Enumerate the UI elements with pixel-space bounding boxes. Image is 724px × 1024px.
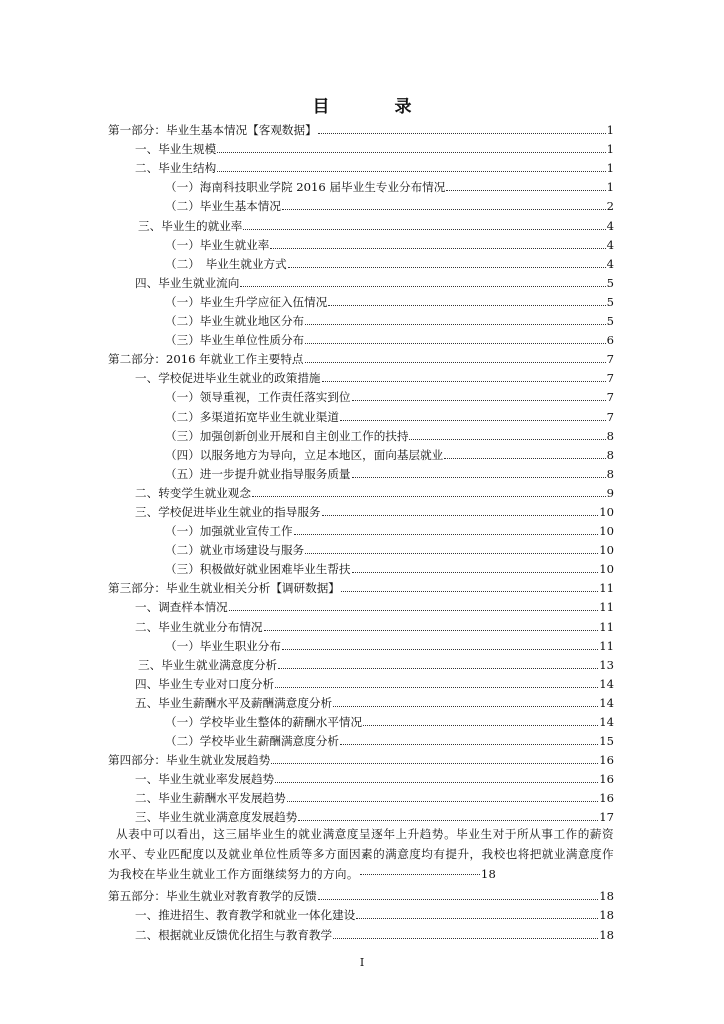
- toc-entry-page: 18: [599, 889, 614, 904]
- toc-entry-label: 一、毕业生规模: [135, 142, 217, 157]
- toc-entry[interactable]: [108, 634, 614, 653]
- toc-entry-page: 13: [599, 657, 614, 672]
- toc-entry-page: 1: [606, 123, 614, 138]
- toc-entry-label: 第五部分：毕业生就业对教育教学的反馈: [108, 889, 317, 904]
- toc-entry-label: 一、学校促进毕业生就业的政策措施: [135, 371, 321, 386]
- toc-entry-page: 7: [606, 371, 614, 386]
- toc-dot-leader: [270, 248, 605, 249]
- toc-dot-leader: [243, 229, 605, 230]
- toc-dot-leader: [446, 190, 605, 191]
- toc-entry[interactable]: [108, 576, 614, 595]
- toc-entry[interactable]: [108, 614, 614, 633]
- toc-entry-label: （一）加强就业宣传工作: [165, 524, 293, 539]
- toc-entry[interactable]: [108, 271, 614, 290]
- toc-dot-leader: [333, 938, 598, 939]
- toc-entry-label: 一、调查样本情况: [135, 600, 228, 615]
- toc-entry-label: （四）以服务地方为导向，立足本地区，面向基层就业: [165, 447, 444, 462]
- toc-dot-leader: [282, 649, 598, 650]
- toc-entry-label: 四、毕业生就业流向: [135, 275, 240, 290]
- toc-entry-page: 16: [599, 753, 614, 768]
- toc-dot-leader: [318, 133, 606, 134]
- toc-entry-label: 第四部分：毕业生就业发展趋势: [108, 753, 271, 768]
- toc-entry-page: 11: [599, 600, 614, 615]
- toc-entry-page: 5: [606, 314, 614, 329]
- toc-dot-leader: [409, 439, 605, 440]
- toc-entry-page: 8: [606, 428, 614, 443]
- toc-entry-label: 三、毕业生就业满意度发展趋势: [135, 810, 298, 825]
- toc-entry-label: （五）进一步提升就业指导服务质量: [165, 466, 351, 481]
- table-of-contents: [108, 118, 614, 942]
- toc-entry-page: 10: [599, 504, 614, 519]
- toc-dot-leader: [275, 782, 598, 783]
- page-number: I: [359, 956, 365, 969]
- toc-dot-leader: [352, 477, 606, 478]
- toc-entries: [108, 118, 614, 824]
- toc-entry[interactable]: [108, 233, 614, 252]
- toc-entry-page: 9: [606, 485, 614, 500]
- toc-entry-label: （一）毕业生升学应征入伍情况: [165, 294, 328, 309]
- toc-entry[interactable]: [108, 903, 614, 922]
- toc-dot-leader: [363, 725, 598, 726]
- toc-entry-label: 一、毕业生就业率发展趋势: [135, 772, 275, 787]
- toc-entry-page: 4: [606, 218, 614, 233]
- toc-dot-leader: [275, 687, 598, 688]
- toc-entry[interactable]: [108, 884, 614, 903]
- toc-entry-label: （三）毕业生单位性质分布: [165, 333, 305, 348]
- toc-entry-page: 10: [599, 524, 614, 539]
- toc-entry[interactable]: [108, 118, 614, 137]
- toc-entry[interactable]: [108, 786, 614, 805]
- toc-entry-page: 10: [599, 543, 614, 558]
- toc-entry-page: 1: [606, 142, 614, 157]
- toc-dot-leader: [288, 267, 606, 268]
- toc-entry[interactable]: [108, 252, 614, 271]
- toc-entry-label: （二）毕业生就业地区分布: [165, 314, 305, 329]
- toc-dot-leader: [229, 610, 598, 611]
- toc-dot-leader: [352, 400, 606, 401]
- toc-entry-label: （二）毕业生基本情况: [165, 199, 281, 214]
- toc-entry[interactable]: [108, 424, 614, 443]
- toc-entry-label: 第一部分：毕业生基本情况【客观数据】: [108, 123, 317, 138]
- toc-entry-page: 18: [599, 908, 614, 923]
- toc-entry[interactable]: [108, 347, 614, 366]
- toc-entry-page: 8: [606, 466, 614, 481]
- toc-entry[interactable]: [108, 500, 614, 519]
- toc-dot-leader: [264, 630, 599, 631]
- toc-entry-page: 7: [606, 409, 614, 424]
- toc-entry-label: （一）学校毕业生整体的薪酬水平情况: [165, 715, 363, 729]
- toc-dot-leader: [328, 305, 605, 306]
- toc-dot-leader: [352, 572, 599, 573]
- toc-entry[interactable]: [108, 462, 614, 481]
- toc-entry[interactable]: [108, 729, 614, 748]
- toc-dot-leader: [340, 744, 598, 745]
- toc-entry-label: 第三部分：毕业生就业相关分析【调研数据】: [108, 581, 340, 596]
- toc-entry[interactable]: [108, 748, 614, 767]
- toc-paragraph-entry[interactable]: [108, 825, 614, 884]
- toc-entry-page: 17: [599, 810, 614, 825]
- toc-entry-page: 6: [606, 333, 614, 348]
- toc-entry-page: 16: [599, 772, 614, 787]
- toc-entry-page: 14: [599, 695, 614, 710]
- toc-dot-leader: [322, 515, 599, 516]
- toc-entry-label: （二） 毕业生就业方式: [165, 256, 287, 271]
- toc-dot-leader: [305, 362, 606, 363]
- toc-entry[interactable]: [108, 557, 614, 576]
- toc-dot-leader: [287, 801, 599, 802]
- toc-entry-page: 11: [599, 581, 614, 596]
- toc-entry[interactable]: [108, 710, 614, 729]
- toc-entry-label: 三、毕业生的就业率: [138, 218, 243, 233]
- toc-entry[interactable]: [108, 653, 614, 672]
- toc-dot-leader: [278, 668, 598, 669]
- toc-entry[interactable]: [108, 767, 614, 786]
- toc-entry-page: 5: [606, 275, 614, 290]
- toc-entry-page: 14: [599, 715, 614, 729]
- toc-entry-label: （三）加强创新创业开展和自主创业工作的扶持: [165, 428, 409, 443]
- toc-dot-leader: [217, 171, 605, 172]
- toc-entry-page: 11: [599, 638, 614, 653]
- toc-dot-leader: [444, 458, 605, 459]
- toc-entry[interactable]: [108, 481, 614, 500]
- toc-entry-label: 二、转变学生就业观念: [135, 485, 251, 500]
- toc-dot-leader: [282, 209, 606, 210]
- toc-entry-page: 4: [606, 237, 614, 252]
- toc-entry[interactable]: [108, 194, 614, 213]
- toc-entry-label: （二）学校毕业生薪酬满意度分析: [165, 734, 339, 749]
- toc-entry[interactable]: [108, 366, 614, 385]
- toc-dot-leader: [252, 496, 606, 497]
- toc-entry-label: 四、毕业生专业对口度分析: [135, 676, 275, 691]
- toc-paragraph-text: 从表中可以看出，这三届毕业生的就业满意度呈逐年上升趋势。毕业生对于所从事工作的薪资水平、专业匹配度以及就业单位性质等多方面因素的满意度均有提升，我校也将把就业满意度作为我校在毕业生就业工作方面继续努力的方向。: [108, 827, 614, 881]
- toc-entry-page: 11: [599, 619, 614, 634]
- toc-dot-leader: [356, 918, 598, 919]
- toc-entry-label: （二）多渠道拓宽毕业生就业渠道: [165, 409, 339, 424]
- toc-entry-label: 二、根据就业反馈优化招生与教育教学: [135, 927, 333, 942]
- toc-entry-label: 二、毕业生就业分布情况: [135, 619, 263, 634]
- toc-entry-label: 三、学校促进毕业生就业的指导服务: [135, 504, 321, 519]
- toc-entry-label: 三、毕业生就业满意度分析: [138, 657, 278, 672]
- toc-dot-leader: [360, 874, 480, 875]
- toc-entry[interactable]: [108, 404, 614, 423]
- toc-entry-page: 1: [606, 161, 614, 176]
- toc-dot-leader: [305, 553, 598, 554]
- toc-entry[interactable]: [108, 595, 614, 614]
- toc-entry-page: 7: [606, 352, 614, 367]
- toc-entries-after: [108, 884, 614, 941]
- toc-entry-page: 14: [599, 676, 614, 691]
- toc-dot-leader: [271, 763, 598, 764]
- toc-dot-leader: [333, 706, 598, 707]
- toc-entry-page: 1: [606, 180, 614, 195]
- toc-entry[interactable]: [108, 137, 614, 156]
- toc-dot-leader: [217, 152, 605, 153]
- toc-entry[interactable]: [108, 156, 614, 175]
- toc-dot-leader: [318, 899, 599, 900]
- toc-entry-page: 15: [599, 734, 614, 749]
- toc-entry-label: （三）积极做好就业困难毕业生帮扶: [165, 562, 351, 577]
- toc-entry-label: 五、毕业生薪酬水平及薪酬满意度分析: [135, 695, 333, 710]
- toc-dot-leader: [340, 420, 606, 421]
- toc-title: 目 录: [312, 97, 436, 117]
- toc-dot-leader: [294, 534, 599, 535]
- toc-entry-page: 18: [599, 927, 614, 942]
- toc-entry[interactable]: [108, 538, 614, 557]
- toc-entry[interactable]: [108, 519, 614, 538]
- toc-entry-label: （一）毕业生职业分布: [165, 638, 281, 653]
- toc-entry-label: 一、推进招生、教育教学和就业一体化建设: [135, 908, 356, 923]
- toc-paragraph-page: 18: [480, 866, 497, 881]
- toc-entry-page: 8: [606, 447, 614, 462]
- toc-entry-label: （一）毕业生就业率: [165, 237, 270, 252]
- toc-entry[interactable]: [108, 672, 614, 691]
- toc-entry-label: （二）就业市场建设与服务: [165, 543, 305, 558]
- toc-entry[interactable]: [108, 691, 614, 710]
- toc-entry-label: 二、毕业生薪酬水平发展趋势: [135, 791, 286, 806]
- toc-entry-page: 4: [606, 256, 614, 271]
- toc-dot-leader: [341, 591, 598, 592]
- toc-entry[interactable]: [108, 175, 614, 194]
- toc-entry-label: （一）海南科技职业学院 2016 届毕业生专业分布情况: [165, 180, 446, 195]
- toc-entry[interactable]: [108, 290, 614, 309]
- toc-entry[interactable]: [108, 213, 614, 232]
- toc-entry-label: 二、毕业生结构: [135, 161, 217, 176]
- toc-entry-page: 5: [606, 294, 614, 309]
- toc-entry-page: 7: [606, 390, 614, 405]
- toc-dot-leader: [298, 820, 598, 821]
- toc-entry-page: 2: [606, 199, 614, 214]
- toc-entry[interactable]: [108, 443, 614, 462]
- toc-entry-label: （一）领导重视，工作责任落实到位: [165, 390, 351, 405]
- toc-entry[interactable]: [108, 328, 614, 347]
- toc-entry-label: 第二部分：2016 年就业工作主要特点: [108, 352, 304, 367]
- toc-entry-page: 16: [599, 791, 614, 806]
- toc-entry[interactable]: [108, 385, 614, 404]
- toc-entry-page: 10: [599, 562, 614, 577]
- toc-dot-leader: [305, 343, 605, 344]
- toc-entry[interactable]: [108, 922, 614, 941]
- toc-entry[interactable]: [108, 805, 614, 824]
- toc-dot-leader: [305, 324, 605, 325]
- toc-dot-leader: [240, 286, 605, 287]
- toc-dot-leader: [322, 381, 606, 382]
- toc-entry[interactable]: [108, 309, 614, 328]
